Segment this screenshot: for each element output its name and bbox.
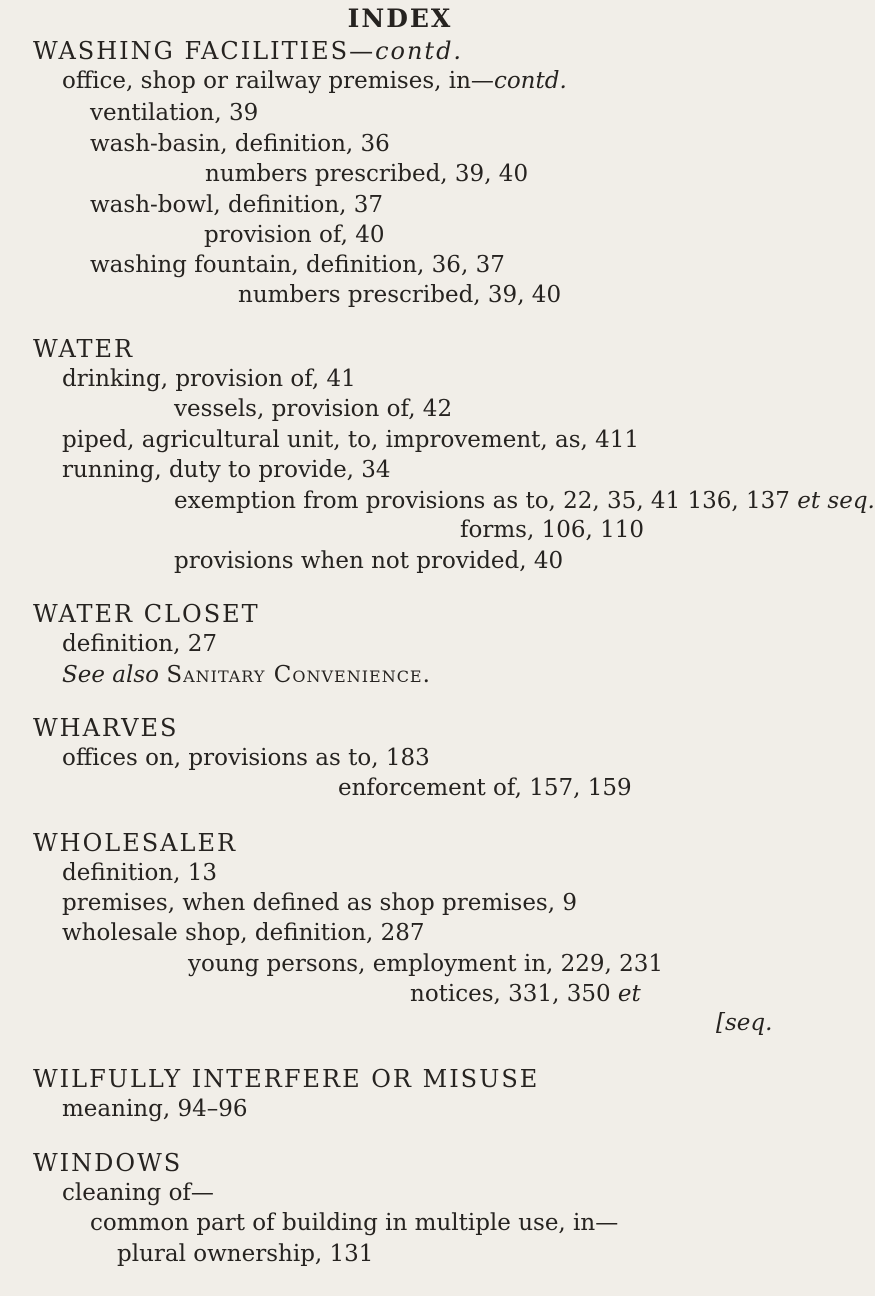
index-text: numbers prescribed, 39, 40 (238, 282, 562, 308)
index-line (174, 548, 563, 574)
index-text: definition, 13 (62, 860, 217, 886)
index-line (90, 131, 390, 157)
index-text: running, duty to provide, 34 (62, 457, 391, 483)
index-text: enforcement of, 157, 159 (338, 775, 632, 801)
index-line (33, 830, 237, 856)
index-line (238, 282, 561, 308)
index-line (410, 981, 641, 1007)
index-text: et (617, 981, 641, 1007)
index-text: notices, 331, 350 (410, 981, 618, 1007)
index-line (33, 1150, 182, 1176)
index-line (33, 715, 178, 741)
index-line (33, 1066, 539, 1092)
index-text: seq. (724, 1010, 773, 1036)
index-text: WINDOWS (33, 1149, 183, 1177)
index-line (90, 100, 258, 126)
index-text: plural ownership, 131 (117, 1241, 374, 1267)
index-line (205, 161, 528, 187)
index-text: wash-bowl, definition, 37 (90, 192, 384, 218)
index-line (62, 920, 425, 946)
index-line (62, 860, 217, 886)
index-line (174, 396, 452, 422)
index-text: meaning, 94–96 (62, 1096, 248, 1122)
index-line (62, 1096, 248, 1122)
index-line (117, 1241, 373, 1267)
index-text: definition, 27 (62, 631, 217, 657)
index-text: contd. (375, 37, 464, 65)
index-line (62, 68, 567, 94)
index-line (62, 745, 430, 771)
index-line (62, 366, 356, 392)
index-line (33, 38, 463, 64)
index-line (33, 336, 134, 362)
index-text: washing fountain, definition, 36, 37 (90, 252, 505, 278)
index-text: WHARVES (33, 714, 179, 742)
index-text: WILFULLY INTERFERE OR MISUSE (33, 1065, 540, 1093)
index-text: [ (716, 1010, 725, 1036)
index-text: exemption from provisions as to, 22, 35, 41 136, 137 (174, 488, 798, 514)
index-text: contd. (493, 68, 567, 94)
index-line (90, 192, 383, 218)
index-text: forms, 106, 110 (460, 517, 645, 543)
index-text: vessels, provision of, 42 (174, 396, 453, 422)
index-line (460, 517, 644, 543)
index-text: common part of building in multiple use, in— (90, 1210, 619, 1236)
index-line (62, 890, 577, 916)
index-text: provision of, 40 (204, 222, 385, 248)
index-text: drinking, provision of, 41 (62, 366, 356, 392)
index-line (62, 662, 431, 688)
index-line (33, 601, 260, 627)
index-text: premises, when defined as shop premises, 9 (62, 890, 577, 916)
index-text: et seq. (797, 488, 875, 514)
index-line (204, 222, 384, 248)
index-line (338, 775, 632, 801)
index-line (62, 427, 639, 453)
index-line (62, 1180, 214, 1206)
index-text: numbers prescribed, 39, 40 (205, 161, 529, 187)
index-line (174, 488, 875, 514)
index-text: WHOLESALER (33, 829, 238, 857)
index-text: office, shop or railway premises, in— (62, 68, 494, 94)
index-text: WATER CLOSET (33, 600, 260, 628)
index-text: cleaning of— (62, 1180, 214, 1206)
index-text: offices on, provisions as to, 183 (62, 745, 430, 771)
index-text: provisions when not provided, 40 (174, 548, 564, 574)
index-text: young persons, employment in, 229, 231 (188, 951, 664, 977)
running-head: INDEX (347, 4, 453, 33)
index-text: WATER (33, 335, 135, 363)
index-line (188, 951, 663, 977)
index-text: Sanitary Convenience. (166, 662, 431, 688)
index-line (90, 1210, 618, 1236)
index-text: wash-basin, definition, 36 (90, 131, 390, 157)
index-text: piped, agricultural unit, to, improvement, as, 411 (62, 427, 640, 453)
index-text: wholesale shop, definition, 287 (62, 920, 425, 946)
index-line (62, 457, 391, 483)
index-text: ventilation, 39 (90, 100, 259, 126)
index-line (716, 1010, 772, 1036)
index-text: See also (62, 662, 160, 688)
index-line (90, 252, 505, 278)
index-line (62, 631, 217, 657)
index-text: WASHING FACILITIES— (33, 37, 376, 65)
